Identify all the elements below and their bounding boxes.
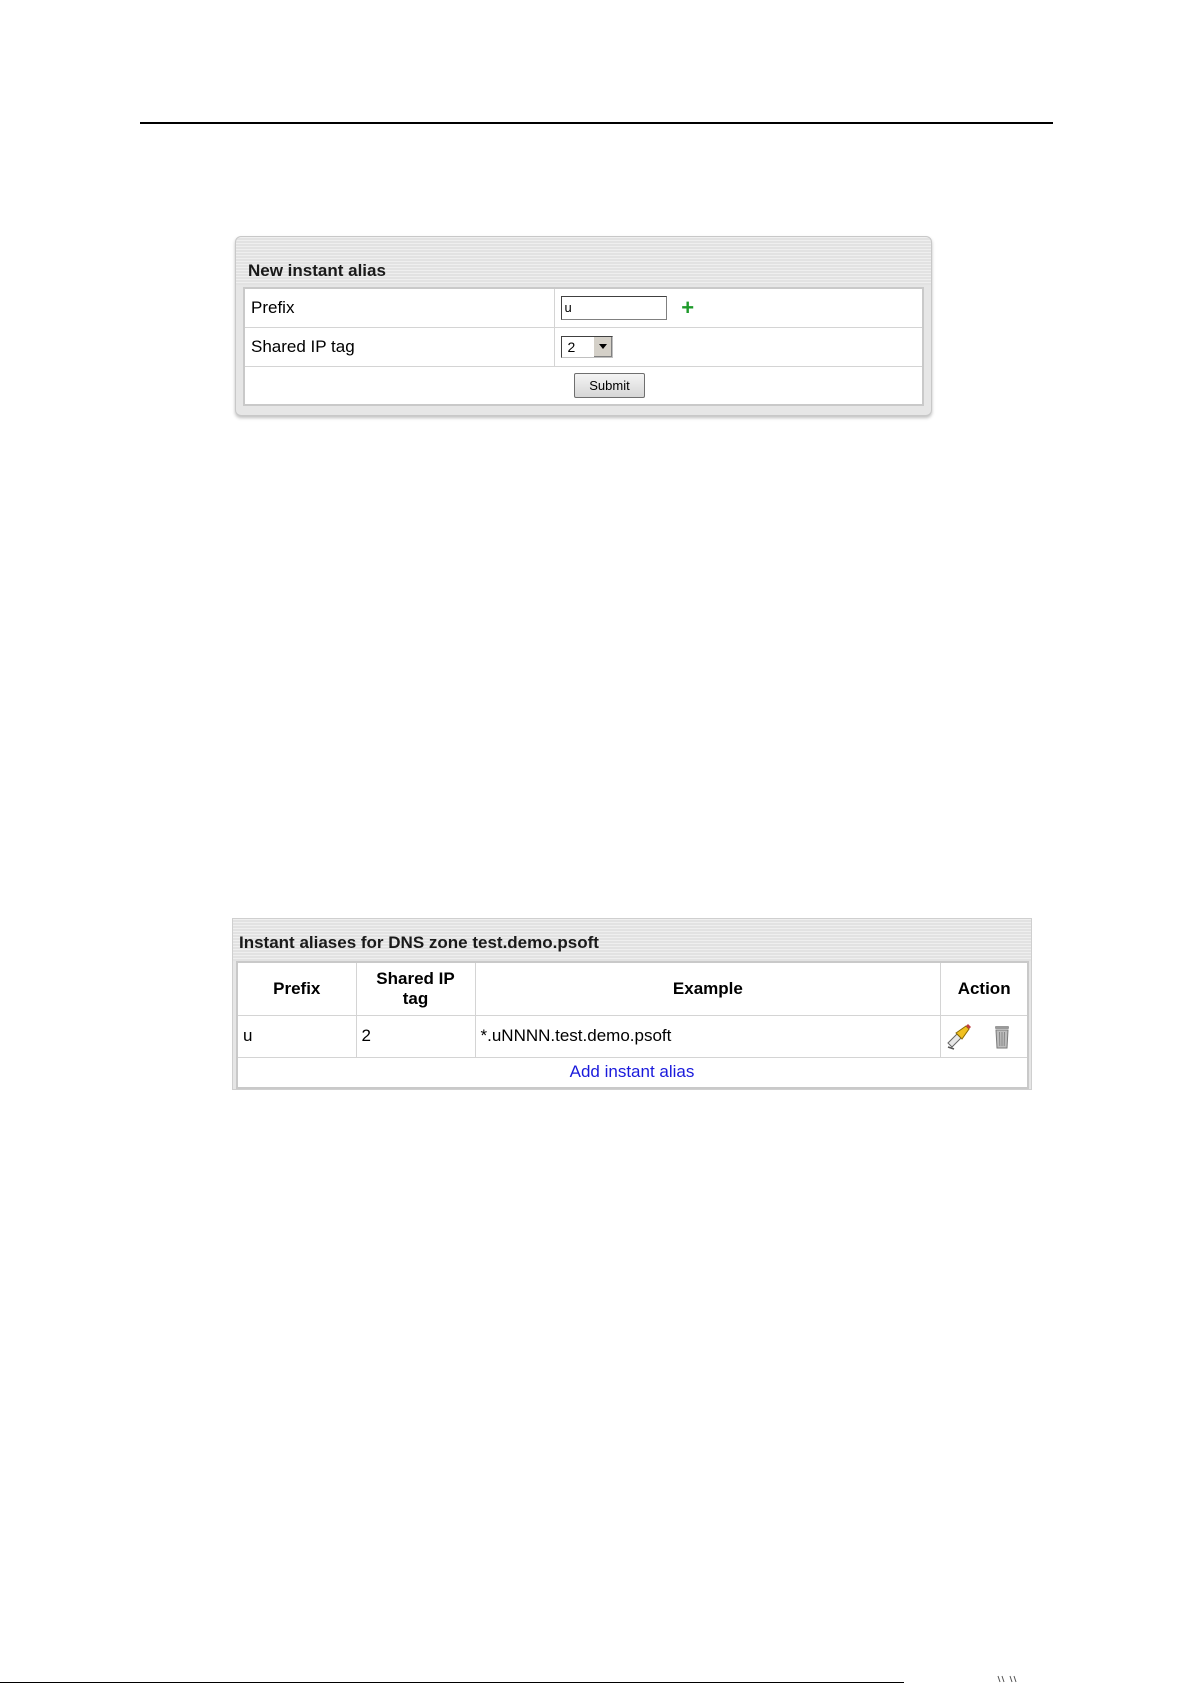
table-header-row (237, 962, 1028, 1015)
edit-icon[interactable] (945, 1022, 973, 1050)
plus-icon[interactable]: + (681, 294, 695, 320)
cell-shared-ip-tag: 2 (356, 1015, 475, 1057)
submit-cell (244, 366, 923, 405)
column-header-prefix: Prefix (237, 962, 356, 1015)
add-row (237, 1057, 1028, 1088)
instant-aliases-title: Instant aliases for DNS zone test.demo.psoft (239, 933, 599, 952)
column-header-action: Action (941, 962, 1028, 1015)
page-bottom-rule (0, 1682, 904, 1683)
new-instant-alias-panel (235, 236, 932, 416)
page-corner-mark (996, 1674, 1020, 1684)
shared-ip-tag-value: 2 (567, 338, 576, 355)
shared-ip-tag-row (244, 327, 923, 366)
cell-prefix: u (237, 1015, 356, 1057)
instant-aliases-panel (232, 918, 1032, 1090)
chevron-down-icon[interactable] (593, 337, 612, 357)
prefix-input-cell (554, 288, 923, 327)
new-instant-alias-form (243, 287, 924, 406)
trash-icon[interactable] (988, 1022, 1016, 1050)
add-cell (237, 1057, 1028, 1088)
table-row (237, 1015, 1028, 1057)
shared-ip-tag-label: Shared IP tag (244, 327, 554, 366)
submit-button[interactable]: Submit (574, 373, 644, 398)
column-header-shared-ip-tag: Shared IP tag (356, 962, 475, 1015)
shared-ip-tag-select[interactable] (561, 336, 613, 358)
cell-action (941, 1015, 1028, 1057)
page-top-rule (140, 122, 1053, 124)
prefix-input[interactable] (561, 296, 667, 320)
add-instant-alias-link[interactable]: Add instant alias (569, 1062, 695, 1082)
column-header-example: Example (475, 962, 941, 1015)
shared-ip-tag-cell (554, 327, 923, 366)
prefix-row (244, 288, 923, 327)
prefix-label: Prefix (244, 288, 554, 327)
instant-aliases-table (236, 961, 1029, 1089)
cell-example: *.uNNNN.test.demo.psoft (475, 1015, 941, 1057)
submit-row (244, 366, 923, 405)
new-instant-alias-title: New instant alias (248, 261, 386, 280)
